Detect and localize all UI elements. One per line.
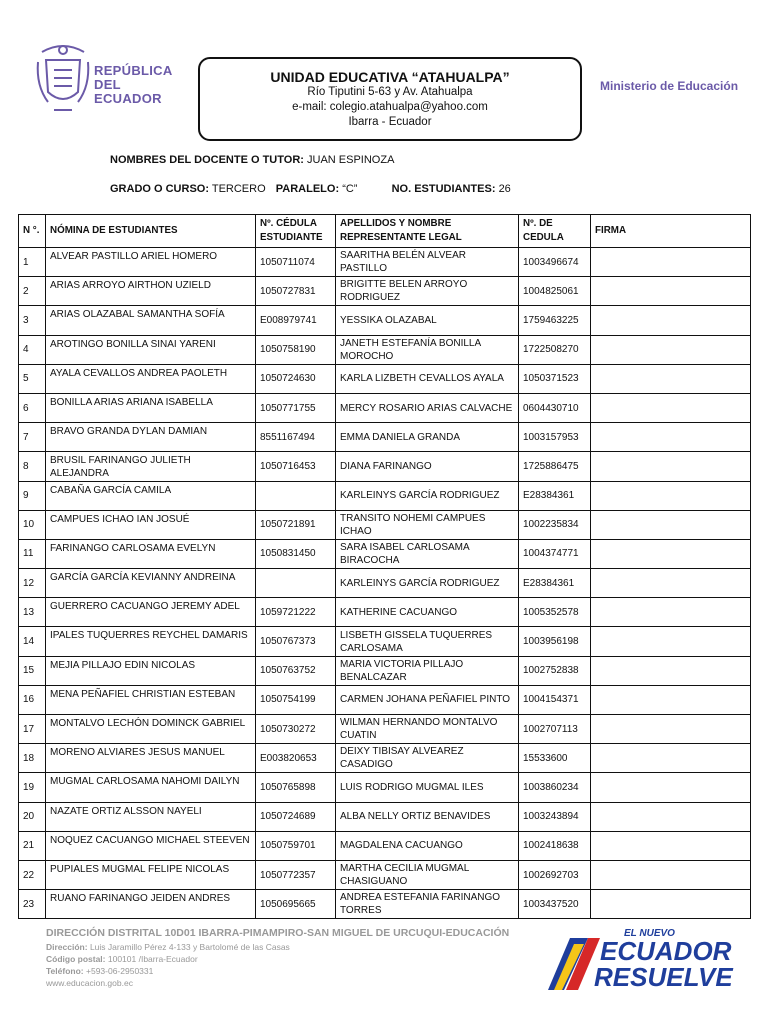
representative-cedula: 1005352578	[519, 598, 591, 627]
signature-cell	[591, 248, 751, 277]
row-number: 7	[19, 423, 46, 452]
table-row	[19, 364, 751, 393]
representative-cedula: 1003243894	[519, 802, 591, 831]
representative-name: MERCY ROSARIO ARIAS CALVACHE	[336, 393, 519, 422]
signature-cell	[591, 481, 751, 510]
student-cedula	[256, 569, 336, 598]
website: www.educacion.gob.ec	[46, 978, 133, 988]
header-cedula-rep: Nº. DE CEDULA	[519, 215, 591, 248]
ecuador-resuelve-logo	[548, 920, 733, 992]
table-row	[19, 510, 751, 539]
representative-cedula: 1003496674	[519, 248, 591, 277]
school-city: Ibarra - Ecuador	[348, 116, 432, 128]
student-name: CAMPUES ICHAO IAN JOSUÉ	[46, 510, 256, 539]
signature-cell	[591, 627, 751, 656]
representative-name: JANETH ESTEFANÍA BONILLA MOROCHO	[336, 335, 519, 364]
table-row	[19, 306, 751, 335]
header-num: N °.	[19, 215, 46, 248]
direccion-distrital: DIRECCIÓN DISTRITAL 10D01 IBARRA-PIMAMPIRO-SAN MIGUEL DE URCUQUI-EDUCACIÓN	[46, 927, 510, 939]
representative-name: ALBA NELLY ORTIZ BENAVIDES	[336, 802, 519, 831]
student-cedula: 1050721891	[256, 510, 336, 539]
table-row	[19, 744, 751, 773]
republica-logo	[34, 40, 184, 120]
representative-cedula: 1003956198	[519, 627, 591, 656]
school-email: e-mail: colegio.atahualpa@yahoo.com	[292, 101, 488, 113]
school-name: UNIDAD EDUCATIVA “ATAHUALPA”	[270, 69, 510, 85]
estudiantes-value: 26	[498, 183, 511, 195]
student-cedula: 1050831450	[256, 539, 336, 568]
row-number: 5	[19, 364, 46, 393]
grado-line	[110, 183, 511, 195]
signature-cell	[591, 364, 751, 393]
republica-line2: DEL ECUADOR	[94, 77, 162, 106]
table-row	[19, 773, 751, 802]
student-cedula: 1050695665	[256, 890, 336, 919]
student-name: ALVEAR PASTILLO ARIEL HOMERO	[46, 248, 256, 277]
signature-cell	[591, 890, 751, 919]
table-row	[19, 423, 751, 452]
estudiantes-label: NO. ESTUDIANTES:	[391, 183, 496, 195]
signature-cell	[591, 598, 751, 627]
row-number: 17	[19, 715, 46, 744]
student-cedula: E003820653	[256, 744, 336, 773]
student-cedula: 1050758190	[256, 335, 336, 364]
student-cedula: 1050763752	[256, 656, 336, 685]
header-nomina: NÓMINA DE ESTUDIANTES	[46, 215, 256, 248]
table-row	[19, 656, 751, 685]
signature-cell	[591, 744, 751, 773]
representative-cedula: 1050371523	[519, 364, 591, 393]
signature-cell	[591, 860, 751, 889]
docente-label: NOMBRES DEL DOCENTE O TUTOR:	[110, 154, 304, 166]
student-name: ARIAS OLAZABAL SAMANTHA SOFÍA	[46, 306, 256, 335]
student-cedula: 1050772357	[256, 860, 336, 889]
row-number: 18	[19, 744, 46, 773]
representative-cedula: 1004374771	[519, 539, 591, 568]
signature-cell	[591, 569, 751, 598]
table-row	[19, 569, 751, 598]
table-row	[19, 715, 751, 744]
student-cedula: 1059721222	[256, 598, 336, 627]
direccion-value: Luis Jaramillo Pérez 4-133 y Bartolomé de las Casas	[89, 942, 290, 952]
school-address: Río Tiputini 5-63 y Av. Atahualpa	[307, 86, 473, 98]
representative-name: KATHERINE CACUANGO	[336, 598, 519, 627]
student-name: RUANO FARINANGO JEIDEN ANDRES	[46, 890, 256, 919]
header-cedula: Nº. CÉDULA ESTUDIANTE	[256, 215, 336, 248]
representative-name: WILMAN HERNANDO MONTALVO CUATIN	[336, 715, 519, 744]
representative-name: KARLEINYS GARCÍA RODRIGUEZ	[336, 481, 519, 510]
signature-cell	[591, 393, 751, 422]
signature-cell	[591, 831, 751, 860]
representative-cedula: 15533600	[519, 744, 591, 773]
row-number: 6	[19, 393, 46, 422]
paralelo-value: “C”	[342, 183, 358, 195]
representative-name: LISBETH GISSELA TUQUERRES CARLOSAMA	[336, 627, 519, 656]
student-cedula: 1050759701	[256, 831, 336, 860]
republica-line1: REPÚBLICA	[94, 63, 173, 78]
coat-of-arms-icon	[34, 40, 92, 120]
student-name: MENA PEÑAFIEL CHRISTIAN ESTEBAN	[46, 685, 256, 714]
student-name: GUERRERO CACUANGO JEREMY ADEL	[46, 598, 256, 627]
student-name: NAZATE ORTIZ ALSSON NAYELI	[46, 802, 256, 831]
signature-cell	[591, 277, 751, 306]
row-number: 13	[19, 598, 46, 627]
row-number: 23	[19, 890, 46, 919]
table-row	[19, 277, 751, 306]
docente-value: JUAN ESPINOZA	[307, 154, 395, 166]
representative-name: BRIGITTE BELEN ARROYO RODRIGUEZ	[336, 277, 519, 306]
row-number: 11	[19, 539, 46, 568]
representative-cedula: 1004154371	[519, 685, 591, 714]
student-cedula: 1050724689	[256, 802, 336, 831]
representative-cedula: 1003437520	[519, 890, 591, 919]
logo-line1: EL NUEVO	[624, 928, 675, 939]
table-row	[19, 802, 751, 831]
student-name: MEJIA PILLAJO EDIN NICOLAS	[46, 656, 256, 685]
representative-cedula: 1003157953	[519, 423, 591, 452]
student-name: AROTINGO BONILLA SINAI YARENI	[46, 335, 256, 364]
table-row	[19, 598, 751, 627]
table-row	[19, 335, 751, 364]
header-firma: FIRMA	[591, 215, 751, 248]
representative-cedula: 1722508270	[519, 335, 591, 364]
student-name: BRAVO GRANDA DYLAN DAMIAN	[46, 423, 256, 452]
student-cedula: 8551167494	[256, 423, 336, 452]
student-name: BRUSIL FARINANGO JULIETH ALEJANDRA	[46, 452, 256, 481]
row-number: 12	[19, 569, 46, 598]
representative-name: MARIA VICTORIA PILLAJO BENALCAZAR	[336, 656, 519, 685]
student-cedula: 1050730272	[256, 715, 336, 744]
student-name: FARINANGO CARLOSAMA EVELYN	[46, 539, 256, 568]
codigo-value: 100101 /Ibarra-Ecuador	[107, 954, 198, 964]
row-number: 9	[19, 481, 46, 510]
row-number: 16	[19, 685, 46, 714]
docente-line	[110, 154, 394, 166]
signature-cell	[591, 685, 751, 714]
representative-cedula: E28384361	[519, 569, 591, 598]
table-row	[19, 248, 751, 277]
telefono-label: Teléfono:	[46, 966, 84, 976]
row-number: 20	[19, 802, 46, 831]
table-row	[19, 627, 751, 656]
row-number: 3	[19, 306, 46, 335]
student-name: MONTALVO LECHÓN DOMINCK GABRIEL	[46, 715, 256, 744]
student-name: PUPIALES MUGMAL FELIPE NICOLAS	[46, 860, 256, 889]
representative-cedula: 1725886475	[519, 452, 591, 481]
representative-cedula: 0604430710	[519, 393, 591, 422]
table-header-row	[19, 215, 751, 248]
representative-name: MARTHA CECILIA MUGMAL CHASIGUANO	[336, 860, 519, 889]
row-number: 4	[19, 335, 46, 364]
student-name: CABAÑA GARCÍA CAMILA	[46, 481, 256, 510]
row-number: 14	[19, 627, 46, 656]
student-name: GARCÍA GARCÍA KEVIANNY ANDREINA	[46, 569, 256, 598]
row-number: 19	[19, 773, 46, 802]
row-number: 22	[19, 860, 46, 889]
table-row	[19, 393, 751, 422]
student-cedula: E008979741	[256, 306, 336, 335]
representative-name: DIANA FARINANGO	[336, 452, 519, 481]
signature-cell	[591, 656, 751, 685]
representative-cedula: E28384361	[519, 481, 591, 510]
representative-name: DEIXY TIBISAY ALVEAREZ CASADIGO	[336, 744, 519, 773]
student-cedula: 1050716453	[256, 452, 336, 481]
table-row	[19, 831, 751, 860]
representative-cedula: 1759463225	[519, 306, 591, 335]
student-name: AYALA CEVALLOS ANDREA PAOLETH	[46, 364, 256, 393]
row-number: 8	[19, 452, 46, 481]
representative-cedula: 1002235834	[519, 510, 591, 539]
row-number: 15	[19, 656, 46, 685]
row-number: 10	[19, 510, 46, 539]
signature-cell	[591, 510, 751, 539]
table-row	[19, 860, 751, 889]
signature-cell	[591, 773, 751, 802]
signature-cell	[591, 802, 751, 831]
student-cedula: 1050727831	[256, 277, 336, 306]
representative-name: MAGDALENA CACUANGO	[336, 831, 519, 860]
table-row	[19, 685, 751, 714]
grado-value: TERCERO	[211, 183, 266, 195]
student-cedula: 1050767373	[256, 627, 336, 656]
student-name: MORENO ALVIARES JESUS MANUEL	[46, 744, 256, 773]
representative-name: YESSIKA OLAZABAL	[336, 306, 519, 335]
table-row	[19, 481, 751, 510]
codigo-label: Código postal:	[46, 954, 106, 964]
direccion-label: Dirección:	[46, 942, 88, 952]
student-name: NOQUEZ CACUANGO MICHAEL STEEVEN	[46, 831, 256, 860]
telefono-value: +593-06-2950331	[86, 966, 154, 976]
representative-cedula: 1002692703	[519, 860, 591, 889]
signature-cell	[591, 423, 751, 452]
representative-cedula: 1004825061	[519, 277, 591, 306]
representative-cedula: 1002752838	[519, 656, 591, 685]
table-row	[19, 452, 751, 481]
row-number: 1	[19, 248, 46, 277]
representative-name: SAARITHA BELÉN ALVEAR PASTILLO	[336, 248, 519, 277]
representative-name: SARA ISABEL CARLOSAMA BIRACOCHA	[336, 539, 519, 568]
student-name: IPALES TUQUERRES REYCHEL DAMARIS	[46, 627, 256, 656]
signature-cell	[591, 335, 751, 364]
ministerio-label: Ministerio de Educación	[600, 79, 739, 93]
table-row	[19, 539, 751, 568]
student-name: MUGMAL CARLOSAMA NAHOMI DAILYN	[46, 773, 256, 802]
representative-name: KARLEINYS GARCÍA RODRIGUEZ	[336, 569, 519, 598]
logo-line3: RESUELVE	[594, 962, 733, 992]
student-cedula: 1050724630	[256, 364, 336, 393]
row-number: 21	[19, 831, 46, 860]
logo-line2: ECUADOR	[600, 936, 732, 966]
signature-cell	[591, 539, 751, 568]
row-number: 2	[19, 277, 46, 306]
footer	[46, 927, 509, 989]
representative-name: ANDREA ESTEFANIA FARINANGO TORRES	[336, 890, 519, 919]
student-roster-table	[18, 214, 751, 919]
paralelo-label: PARALELO:	[275, 183, 340, 195]
signature-cell	[591, 306, 751, 335]
school-header-box	[198, 57, 582, 141]
signature-cell	[591, 715, 751, 744]
student-cedula: 1050771755	[256, 393, 336, 422]
student-cedula: 1050754199	[256, 685, 336, 714]
student-name: ARIAS ARROYO AIRTHON UZIELD	[46, 277, 256, 306]
representative-name: LUIS RODRIGO MUGMAL ILES	[336, 773, 519, 802]
representative-cedula: 1002418638	[519, 831, 591, 860]
header-representante: APELLIDOS Y NOMBRE REPRESENTANTE LEGAL	[336, 215, 519, 248]
student-cedula: 1050765898	[256, 773, 336, 802]
representative-name: CARMEN JOHANA PEÑAFIEL PINTO	[336, 685, 519, 714]
student-name: BONILLA ARIAS ARIANA ISABELLA	[46, 393, 256, 422]
signature-cell	[591, 452, 751, 481]
representative-cedula: 1002707113	[519, 715, 591, 744]
representative-name: KARLA LIZBETH CEVALLOS AYALA	[336, 364, 519, 393]
representative-name: TRANSITO NOHEMI CAMPUES ICHAO	[336, 510, 519, 539]
grado-label: GRADO O CURSO:	[110, 183, 209, 195]
student-cedula: 1050711074	[256, 248, 336, 277]
representative-name: EMMA DANIELA GRANDA	[336, 423, 519, 452]
representative-cedula: 1003860234	[519, 773, 591, 802]
table-row	[19, 890, 751, 919]
student-cedula	[256, 481, 336, 510]
